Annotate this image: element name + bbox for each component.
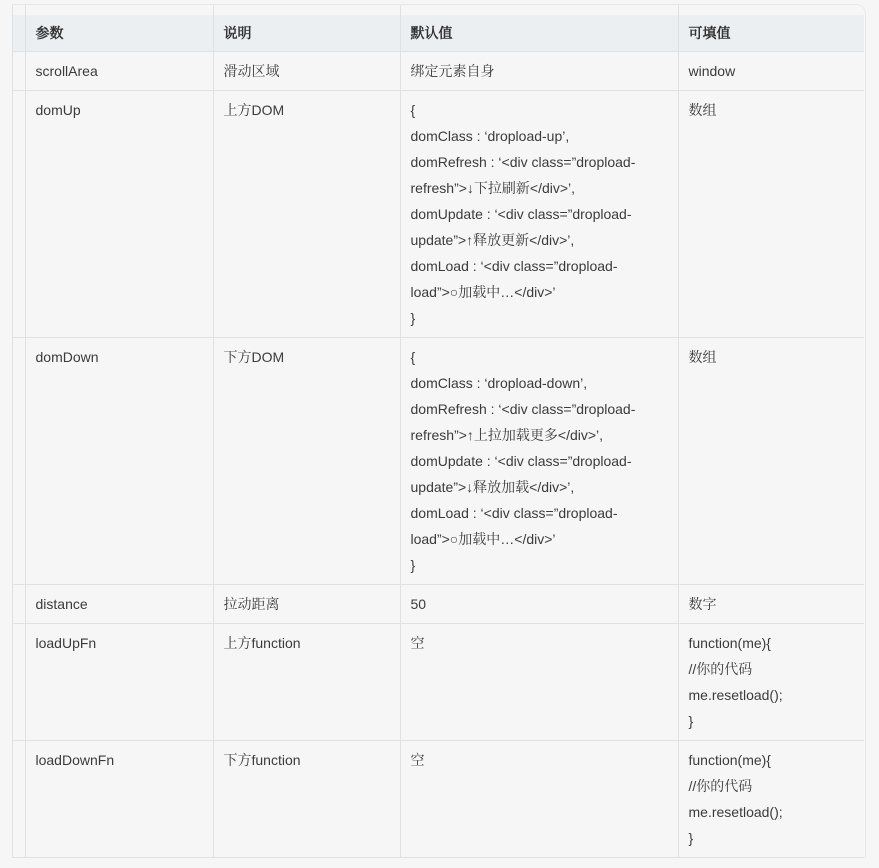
cell-default — [400, 91, 678, 338]
cell-values — [678, 741, 864, 858]
cell-values-line: 数组 — [688, 102, 717, 118]
cell-default — [400, 585, 678, 624]
cell-default — [400, 741, 678, 858]
cell-default-line: domUpdate : ‘<div class=”dropload- — [410, 206, 632, 222]
cell-default-line: domClass : ‘dropload-down’, — [410, 375, 588, 391]
cell-default-line: 空 — [410, 635, 425, 651]
table-row — [13, 52, 864, 91]
cell-values-line: me.resetload(); — [688, 804, 783, 820]
cell-desc: 拉动距离 — [213, 585, 400, 624]
params-table — [13, 5, 864, 858]
table-row — [13, 624, 864, 741]
cell-default-line: refresh”>↑上拉加载更多</div>’, — [410, 427, 604, 443]
header-desc: 说明 — [213, 15, 400, 52]
cell-default-line: domLoad : ‘<div class=”dropload- — [410, 505, 618, 521]
table-row — [13, 585, 864, 624]
cell-values — [678, 585, 864, 624]
cell-values-line: 数字 — [688, 596, 717, 612]
cell-param: domUp — [25, 91, 213, 338]
header-default: 默认值 — [400, 15, 678, 52]
table-row — [13, 91, 864, 338]
cell-param: distance — [25, 585, 213, 624]
table-top-spacer — [13, 5, 864, 15]
cell-param: loadUpFn — [25, 624, 213, 741]
cell-desc: 上方DOM — [213, 91, 400, 338]
header-values: 可填值 — [678, 15, 864, 52]
cell-desc: 下方function — [213, 741, 400, 858]
cell-default — [400, 624, 678, 741]
cell-default-line: { — [410, 349, 416, 365]
cell-default — [400, 52, 678, 91]
cell-values — [678, 52, 864, 91]
cell-values-line: window — [688, 63, 736, 79]
cell-default-line: update”>↓释放加载</div>’, — [410, 479, 575, 495]
cell-default-line: domUpdate : ‘<div class=”dropload- — [410, 453, 632, 469]
cell-values — [678, 624, 864, 741]
cell-values-line: //你的代码 — [688, 778, 753, 794]
table-row — [13, 338, 864, 585]
cell-default-line: domClass : ‘dropload-up’, — [410, 128, 570, 144]
cell-default-line: 50 — [410, 596, 427, 612]
cell-param: scrollArea — [25, 52, 213, 91]
cell-default-line: domRefresh : ‘<div class=”dropload- — [410, 401, 636, 417]
cell-param: domDown — [25, 338, 213, 585]
cell-default-line: load”>○加载中…</div>’ — [410, 531, 556, 547]
cell-default-line: load”>○加载中…</div>’ — [410, 284, 556, 300]
cell-values-line: 数组 — [688, 349, 717, 365]
header-param: 参数 — [25, 15, 213, 52]
cell-default-line: } — [410, 557, 416, 573]
cell-default-line: domRefresh : ‘<div class=”dropload- — [410, 154, 636, 170]
cell-values-line: } — [688, 830, 694, 846]
cell-values-line: } — [688, 713, 694, 729]
cell-values-line: me.resetload(); — [688, 687, 783, 703]
cell-values — [678, 91, 864, 338]
cell-values-line: //你的代码 — [688, 661, 753, 677]
cell-default-line: update”>↑释放更新</div>’, — [410, 232, 575, 248]
cell-values-line: function(me){ — [688, 752, 771, 768]
cell-values-line: function(me){ — [688, 635, 771, 651]
table-row — [13, 741, 864, 858]
cell-default-line: domLoad : ‘<div class=”dropload- — [410, 258, 618, 274]
cell-desc: 滑动区域 — [213, 52, 400, 91]
cell-default-line: { — [410, 102, 416, 118]
cell-default-line: 绑定元素自身 — [410, 63, 495, 79]
table-header-row — [13, 15, 864, 52]
cell-values — [678, 338, 864, 585]
cell-default-line: refresh”>↓下拉刷新</div>’, — [410, 180, 576, 196]
params-table-container — [12, 4, 866, 858]
cell-default-line: } — [410, 310, 416, 326]
cell-desc: 上方function — [213, 624, 400, 741]
cell-default-line: 空 — [410, 752, 425, 768]
cell-default — [400, 338, 678, 585]
cell-desc: 下方DOM — [213, 338, 400, 585]
cell-param: loadDownFn — [25, 741, 213, 858]
